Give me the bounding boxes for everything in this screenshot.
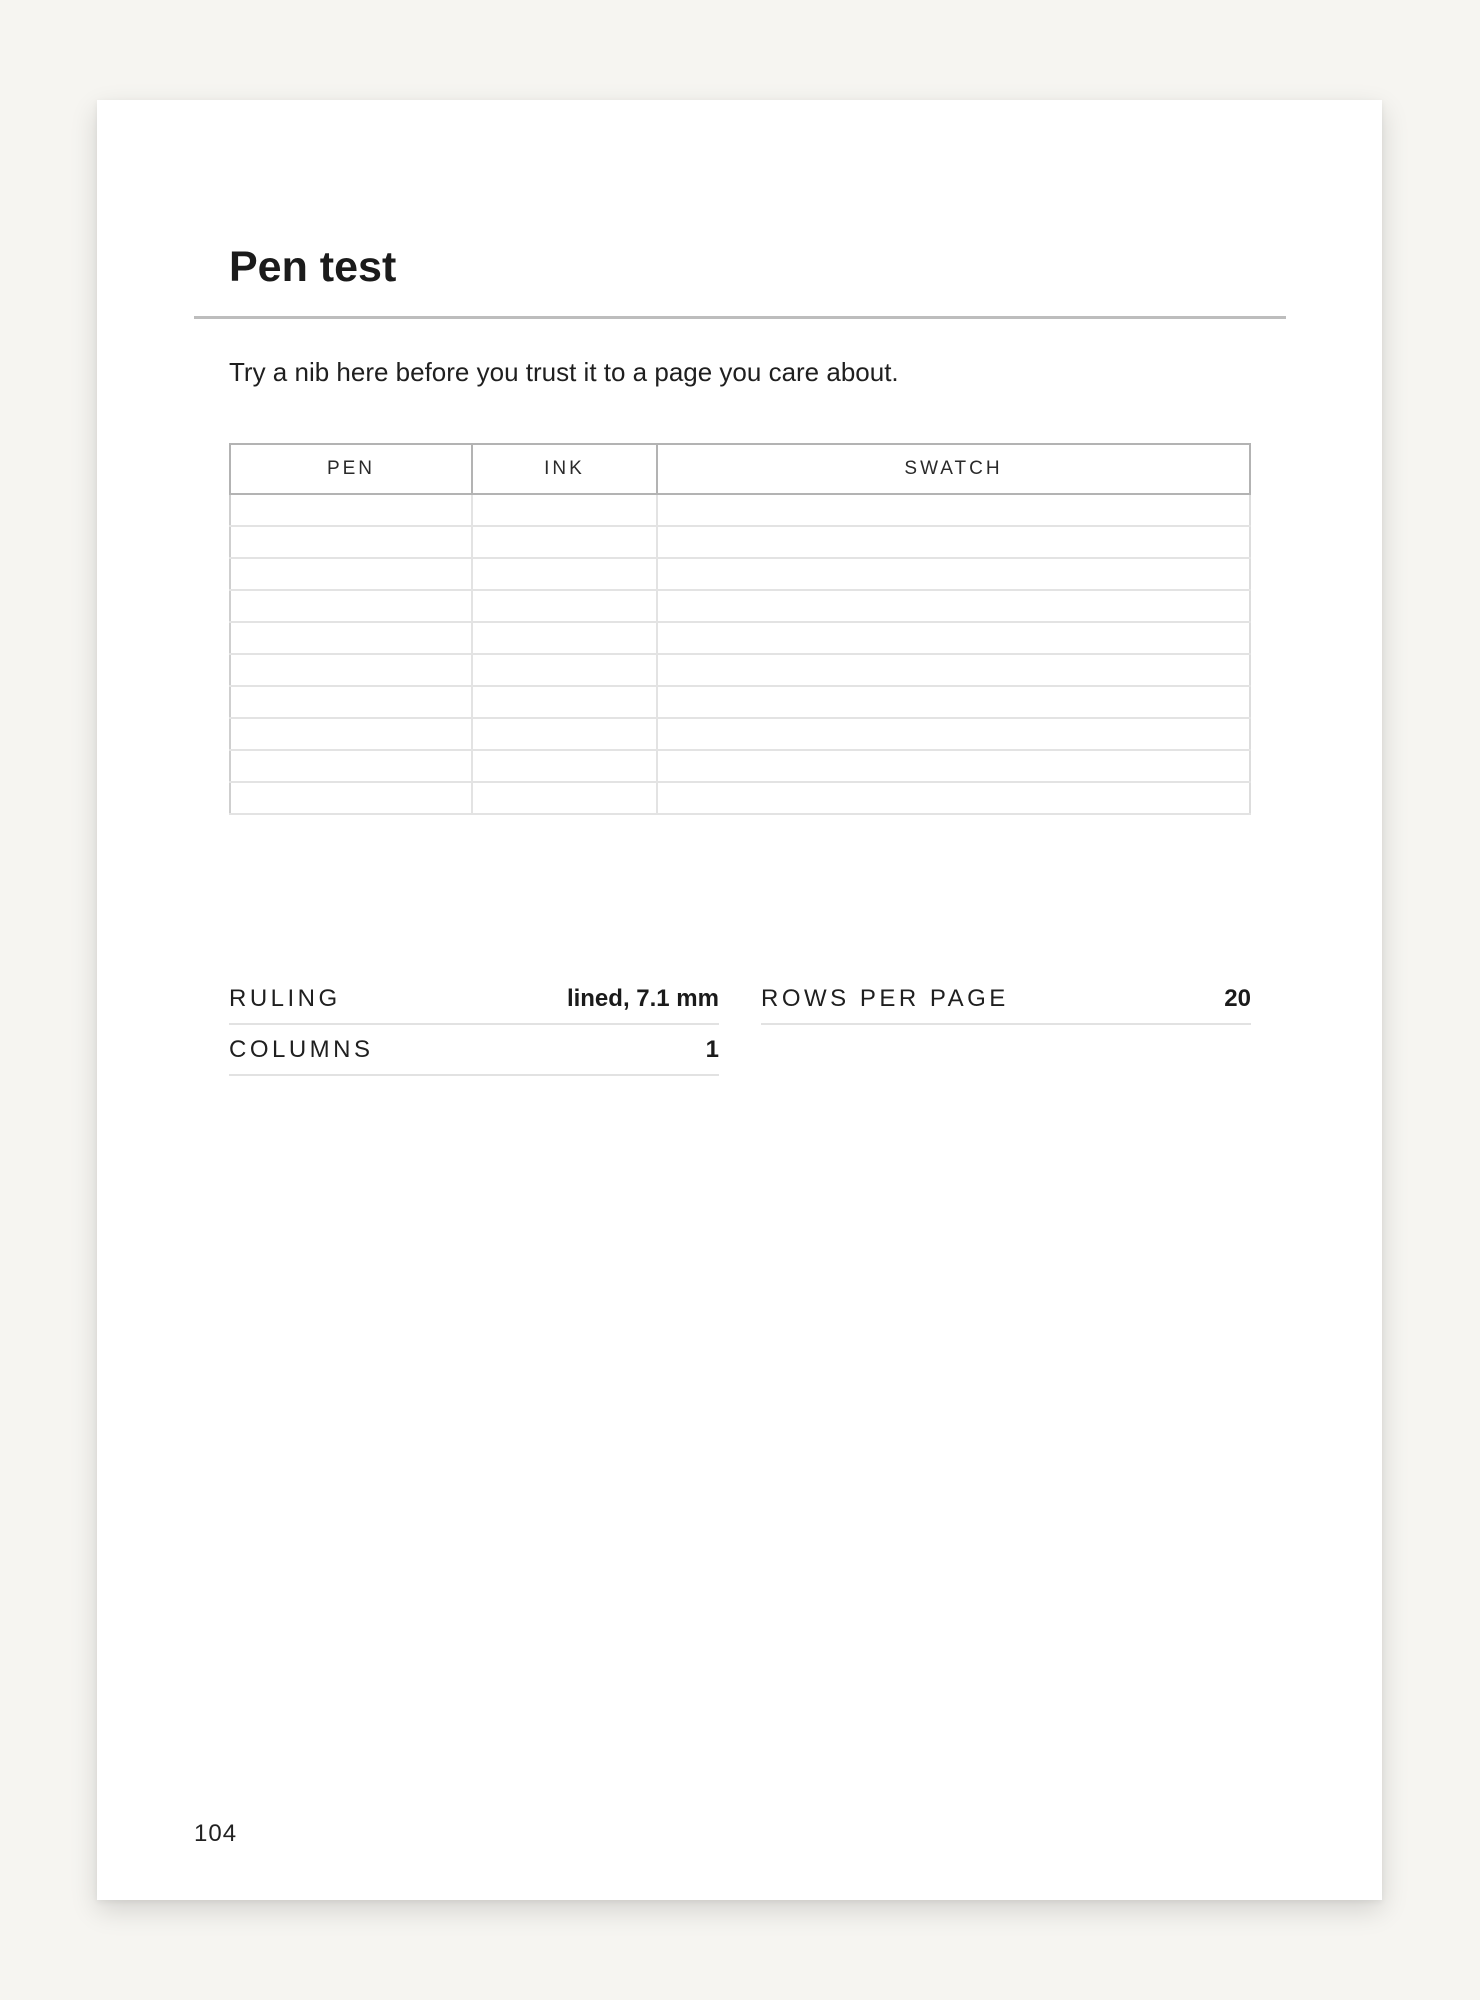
table-cell-swatch (657, 718, 1250, 750)
table-cell-ink (472, 526, 657, 558)
setting-rows-per-page (761, 975, 1251, 1025)
table-body (230, 494, 1250, 814)
table-cell-pen (230, 654, 472, 686)
table-cell-pen (230, 750, 472, 782)
table-row (230, 558, 1250, 590)
table-row (230, 686, 1250, 718)
table-row (230, 750, 1250, 782)
table-cell-ink (472, 782, 657, 814)
table-cell-swatch (657, 590, 1250, 622)
pen-test-table (229, 443, 1251, 815)
table-row (230, 526, 1250, 558)
table-cell-swatch (657, 558, 1250, 590)
table-row (230, 782, 1250, 814)
title-divider (194, 316, 1286, 319)
setting-columns (229, 1026, 719, 1076)
table-cell-ink (472, 494, 657, 526)
table-cell-pen (230, 782, 472, 814)
column-header-pen: PEN (230, 444, 472, 494)
table-cell-pen (230, 590, 472, 622)
table-cell-ink (472, 718, 657, 750)
table-row (230, 622, 1250, 654)
table-cell-swatch (657, 782, 1250, 814)
page-number: 104 (194, 1820, 238, 1847)
table-row (230, 718, 1250, 750)
table-cell-pen (230, 622, 472, 654)
ruling-label: RULING (229, 985, 341, 1012)
table-cell-swatch (657, 654, 1250, 686)
table-cell-pen (230, 558, 472, 590)
table-cell-ink (472, 558, 657, 590)
page-subtitle: Try a nib here before you trust it to a page you care about. (229, 357, 899, 387)
table-cell-ink (472, 686, 657, 718)
document-page (97, 100, 1382, 1900)
ruling-value: lined, 7.1 mm (566, 985, 719, 1012)
rows-per-page-value: 20 (1224, 985, 1251, 1012)
column-header-ink: INK (472, 444, 657, 494)
table-cell-pen (230, 526, 472, 558)
table-cell-pen (230, 718, 472, 750)
setting-ruling (229, 975, 719, 1025)
table-row (230, 590, 1250, 622)
table-cell-ink (472, 622, 657, 654)
rows-per-page-label: ROWS PER PAGE (761, 985, 1009, 1012)
table-cell-ink (472, 750, 657, 782)
columns-value: 1 (705, 1036, 719, 1063)
table-row (230, 494, 1250, 526)
table-cell-ink (472, 654, 657, 686)
table-cell-swatch (657, 494, 1250, 526)
table-cell-ink (472, 590, 657, 622)
column-header-swatch: SWATCH (657, 444, 1250, 494)
columns-label: COLUMNS (229, 1036, 374, 1063)
table-cell-pen (230, 494, 472, 526)
table-cell-swatch (657, 526, 1250, 558)
table-row (230, 654, 1250, 686)
table-cell-pen (230, 686, 472, 718)
page-title: Pen test (229, 243, 397, 291)
table-cell-swatch (657, 750, 1250, 782)
table-header-row (230, 444, 1250, 494)
table-cell-swatch (657, 622, 1250, 654)
table-cell-swatch (657, 686, 1250, 718)
